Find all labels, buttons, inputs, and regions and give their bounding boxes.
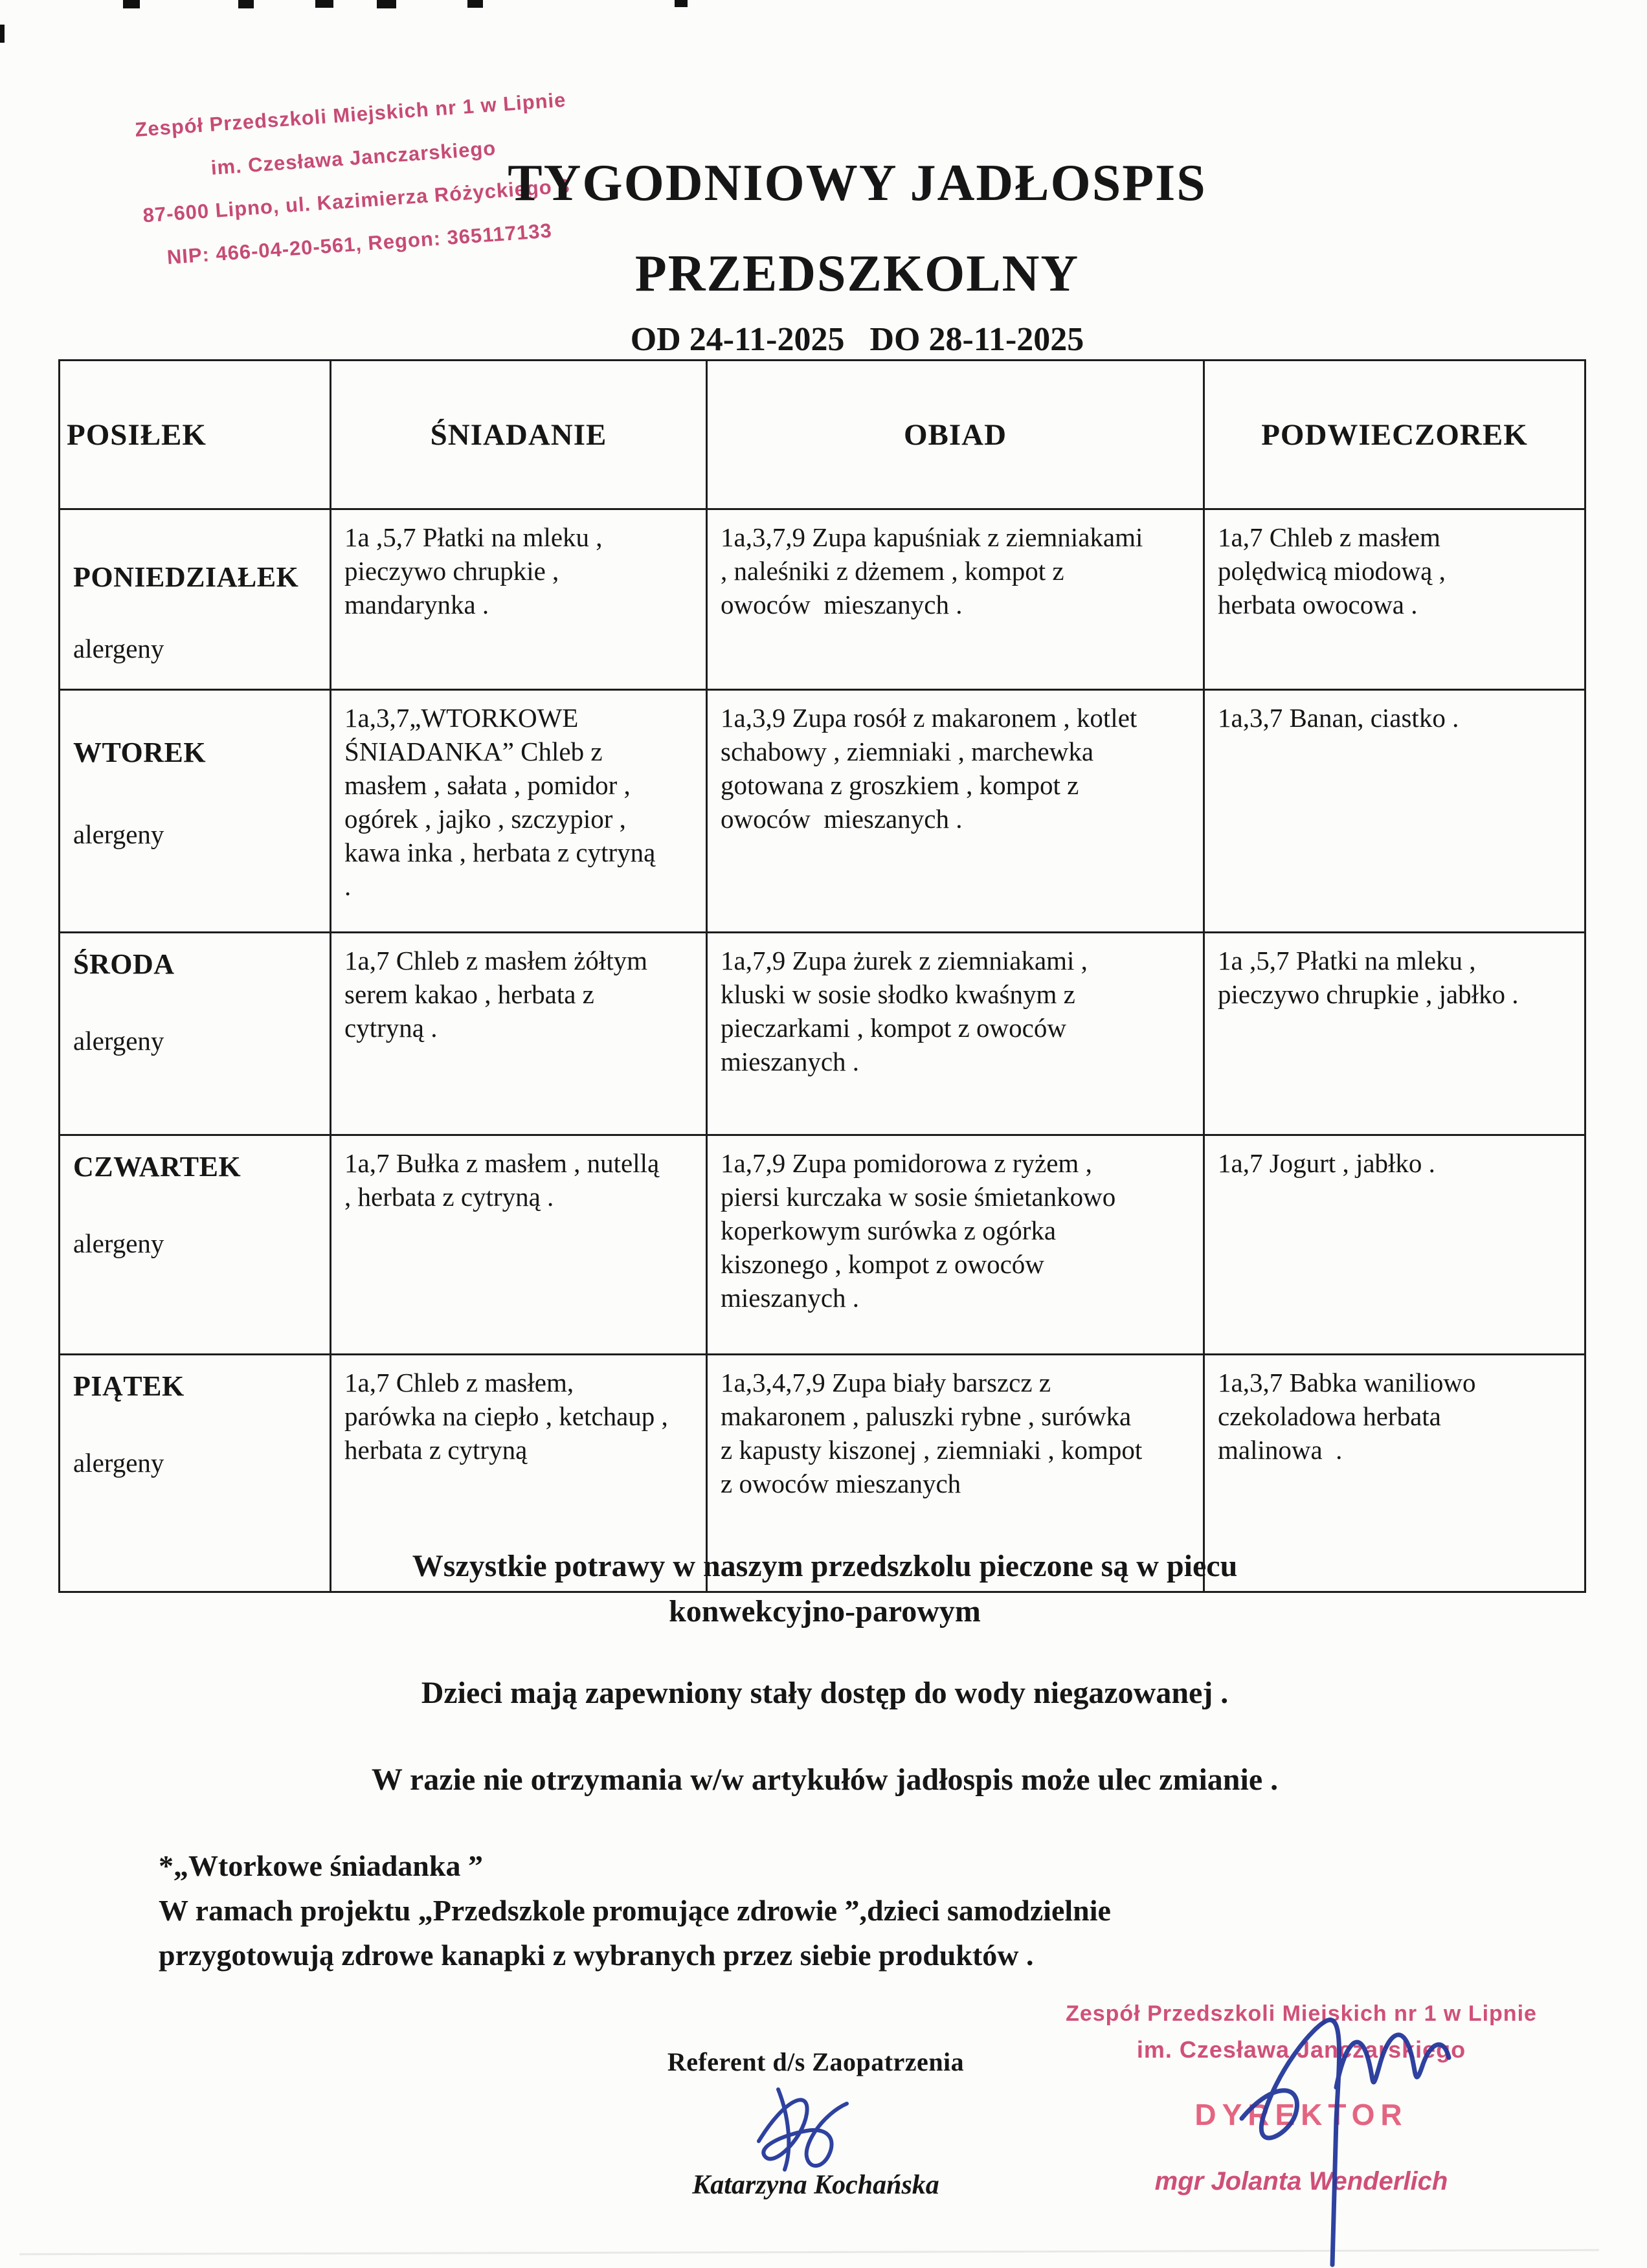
meal-text: 1a,3,4,7,9 Zupa biały barszcz z makaronem , paluszki rybne , surówka z kapusty kiszonej , ziemniaki , kompot z owoców mieszanych <box>721 1368 1149 1499</box>
lunch-cell <box>707 509 1204 690</box>
snack-cell <box>1204 1135 1585 1355</box>
tuesday-note-line2: przygotowują zdrowe kanapki z wybranych przez siebie produktów . <box>159 1939 1034 1972</box>
breakfast-cell <box>331 933 707 1135</box>
snack-cell <box>1204 690 1585 933</box>
stamp-line: 87-600 Lipno, ul. Kazimierza Różyckiego 3 <box>142 174 571 227</box>
table-header-row <box>60 361 1585 509</box>
left-signer-role: Referent d/s Zaopatrzenia <box>667 2047 965 2076</box>
allergen-label: alergeny <box>73 633 164 663</box>
director-stamp-role: DYREKTOR <box>1194 2098 1408 2131</box>
scan-artifact <box>123 0 140 8</box>
tuesday-breakfast-note <box>159 1843 1453 1977</box>
table-row-tuesday <box>60 690 1585 933</box>
scan-artifact <box>315 0 333 8</box>
meal-text: 1a,7,9 Zupa pomidorowa z ryżem , piersi kurczaka w sosie śmietankowo koperkowym surówka z ogórka kiszonego , kompot z owoców mieszanych . <box>721 1148 1123 1313</box>
scan-artifact <box>675 0 688 7</box>
menu-table <box>58 359 1586 1593</box>
lunch-cell <box>707 933 1204 1135</box>
allergen-label: alergeny <box>73 1025 164 1056</box>
stamp-line: im. Czesława Janczarskiego <box>210 136 497 179</box>
tuesday-note-title: *„Wtorkowe śniadanka ” <box>159 1849 483 1882</box>
note-water: Dzieci mają zapewniony stały dostęp do wody niegazowanej . <box>421 1676 1229 1710</box>
allergen-label: alergeny <box>73 819 164 849</box>
lunch-cell <box>707 1135 1204 1355</box>
meal-text: 1a,3,7 Babka waniliowo czekoladowa herbata malinowa . <box>1218 1368 1483 1465</box>
day-label: CZWARTEK <box>73 1151 241 1183</box>
left-signer-name: Katarzyna Kochańska <box>692 2170 939 2200</box>
scan-artifact <box>238 0 254 8</box>
column-header-sniadanie: ŚNIADANIE <box>331 361 707 509</box>
meal-text: 1a,3,7 Banan, ciastko . <box>1218 703 1459 733</box>
day-label: WTOREK <box>73 737 207 768</box>
note-oven-line2: konwekcyjno-parowym <box>669 1594 981 1629</box>
day-label: PONIEDZIAŁEK <box>73 561 299 593</box>
snack-cell <box>1204 933 1585 1135</box>
breakfast-cell <box>331 1135 707 1355</box>
snack-cell <box>1204 509 1585 690</box>
stamp-line: NIP: 466-04-20-561, Regon: 365117133 <box>166 219 553 269</box>
day-cell <box>60 509 331 690</box>
allergen-label: alergeny <box>73 1447 164 1478</box>
meal-text: 1a ,5,7 Płatki na mleku , pieczywo chrupkie , jabłko . <box>1218 946 1519 1010</box>
column-header-obiad: OBIAD <box>707 361 1204 509</box>
meal-text: 1a,7,9 Zupa żurek z ziemniakami , kluski w sosie słodko kwaśnym z pieczarkami , kompot z owoców mieszanych . <box>721 946 1095 1077</box>
scan-artifact <box>377 0 396 8</box>
day-cell <box>60 690 331 933</box>
tuesday-note-line1: W ramach projektu „Przedszkole promujące zdrowie ”,dzieci samodzielnie <box>159 1894 1111 1927</box>
meal-text: 1a,3,7,9 Zupa kapuśniak z ziemniakami , naleśniki z dżemem , kompot z owoców mieszanych . <box>721 522 1150 620</box>
director-stamp-name: mgr Jolanta Wenderlich <box>1154 2167 1448 2196</box>
meal-text: 1a,7 Jogurt , jabłko . <box>1218 1148 1435 1178</box>
breakfast-cell <box>331 690 707 933</box>
column-header-posilek: POSIŁEK <box>60 361 331 509</box>
day-cell <box>60 933 331 1135</box>
meal-text: 1a ,5,7 Płatki na mleku , pieczywo chrupkie , mandarynka . <box>344 522 609 620</box>
breakfast-cell <box>331 509 707 690</box>
scan-artifact <box>467 0 483 8</box>
scan-artifact <box>19 2249 1599 2255</box>
meal-text: 1a,7 Chleb z masłem, parówka na ciepło , ketchaup , herbata z cytryną <box>344 1368 675 1465</box>
meal-text: 1a,7 Chleb z masłem żółtym serem kakao , herbata z cytryną . <box>344 946 655 1043</box>
handwritten-signature-icon <box>738 2078 919 2181</box>
director-stamp-line1: Zespół Przedszkoli Miejskich nr 1 w Lipnie <box>1066 2001 1537 2026</box>
day-label: ŚRODA <box>73 948 175 980</box>
meal-text: 1a,3,9 Zupa rosół z makaronem , kotlet schabowy , ziemniaki , marchewka gotowana z groszkiem , kompot z owoców mieszanych . <box>721 703 1144 834</box>
table-row-wednesday <box>60 933 1585 1135</box>
allergen-label: alergeny <box>73 1228 164 1258</box>
table-row-monday <box>60 509 1585 690</box>
meal-text: 1a,7 Bułka z masłem , nutellą , herbata z cytryną . <box>344 1148 666 1212</box>
stamp-line: Zespół Przedszkoli Miejskich nr 1 w Lipnie <box>134 88 567 141</box>
meal-text: 1a,7 Chleb z masłem polędwicą miodową , herbata owocowa . <box>1218 522 1453 620</box>
day-label: PIĄTEK <box>73 1370 185 1402</box>
director-stamp-line2: im. Czesława Janczarskiego <box>1136 2036 1466 2063</box>
lunch-cell <box>707 690 1204 933</box>
column-header-podwieczorek: PODWIECZOREK <box>1204 361 1585 509</box>
meal-text: 1a,3,7„WTORKOWE ŚNIADANKA” Chleb z masłem , sałata , pomidor , ogórek , jajko , szczypior , kawa inka , herbata z cytryną . <box>344 703 662 902</box>
table-row-thursday <box>60 1135 1585 1355</box>
day-cell <box>60 1135 331 1355</box>
scan-artifact <box>0 25 5 43</box>
page-title-line2: PRZEDSZKOLNY <box>634 245 1080 302</box>
date-range: OD 24-11-2025 DO 28-11-2025 <box>630 321 1084 358</box>
note-oven-line1: Wszystkie potrawy w naszym przedszkolu pieczone są w piecu <box>412 1549 1238 1583</box>
note-changes: W razie nie otrzymania w/w artykułów jadłospis może ulec zmianie . <box>371 1762 1279 1797</box>
page-title-line1: TYGODNIOWY JADŁOSPIS <box>508 155 1207 212</box>
